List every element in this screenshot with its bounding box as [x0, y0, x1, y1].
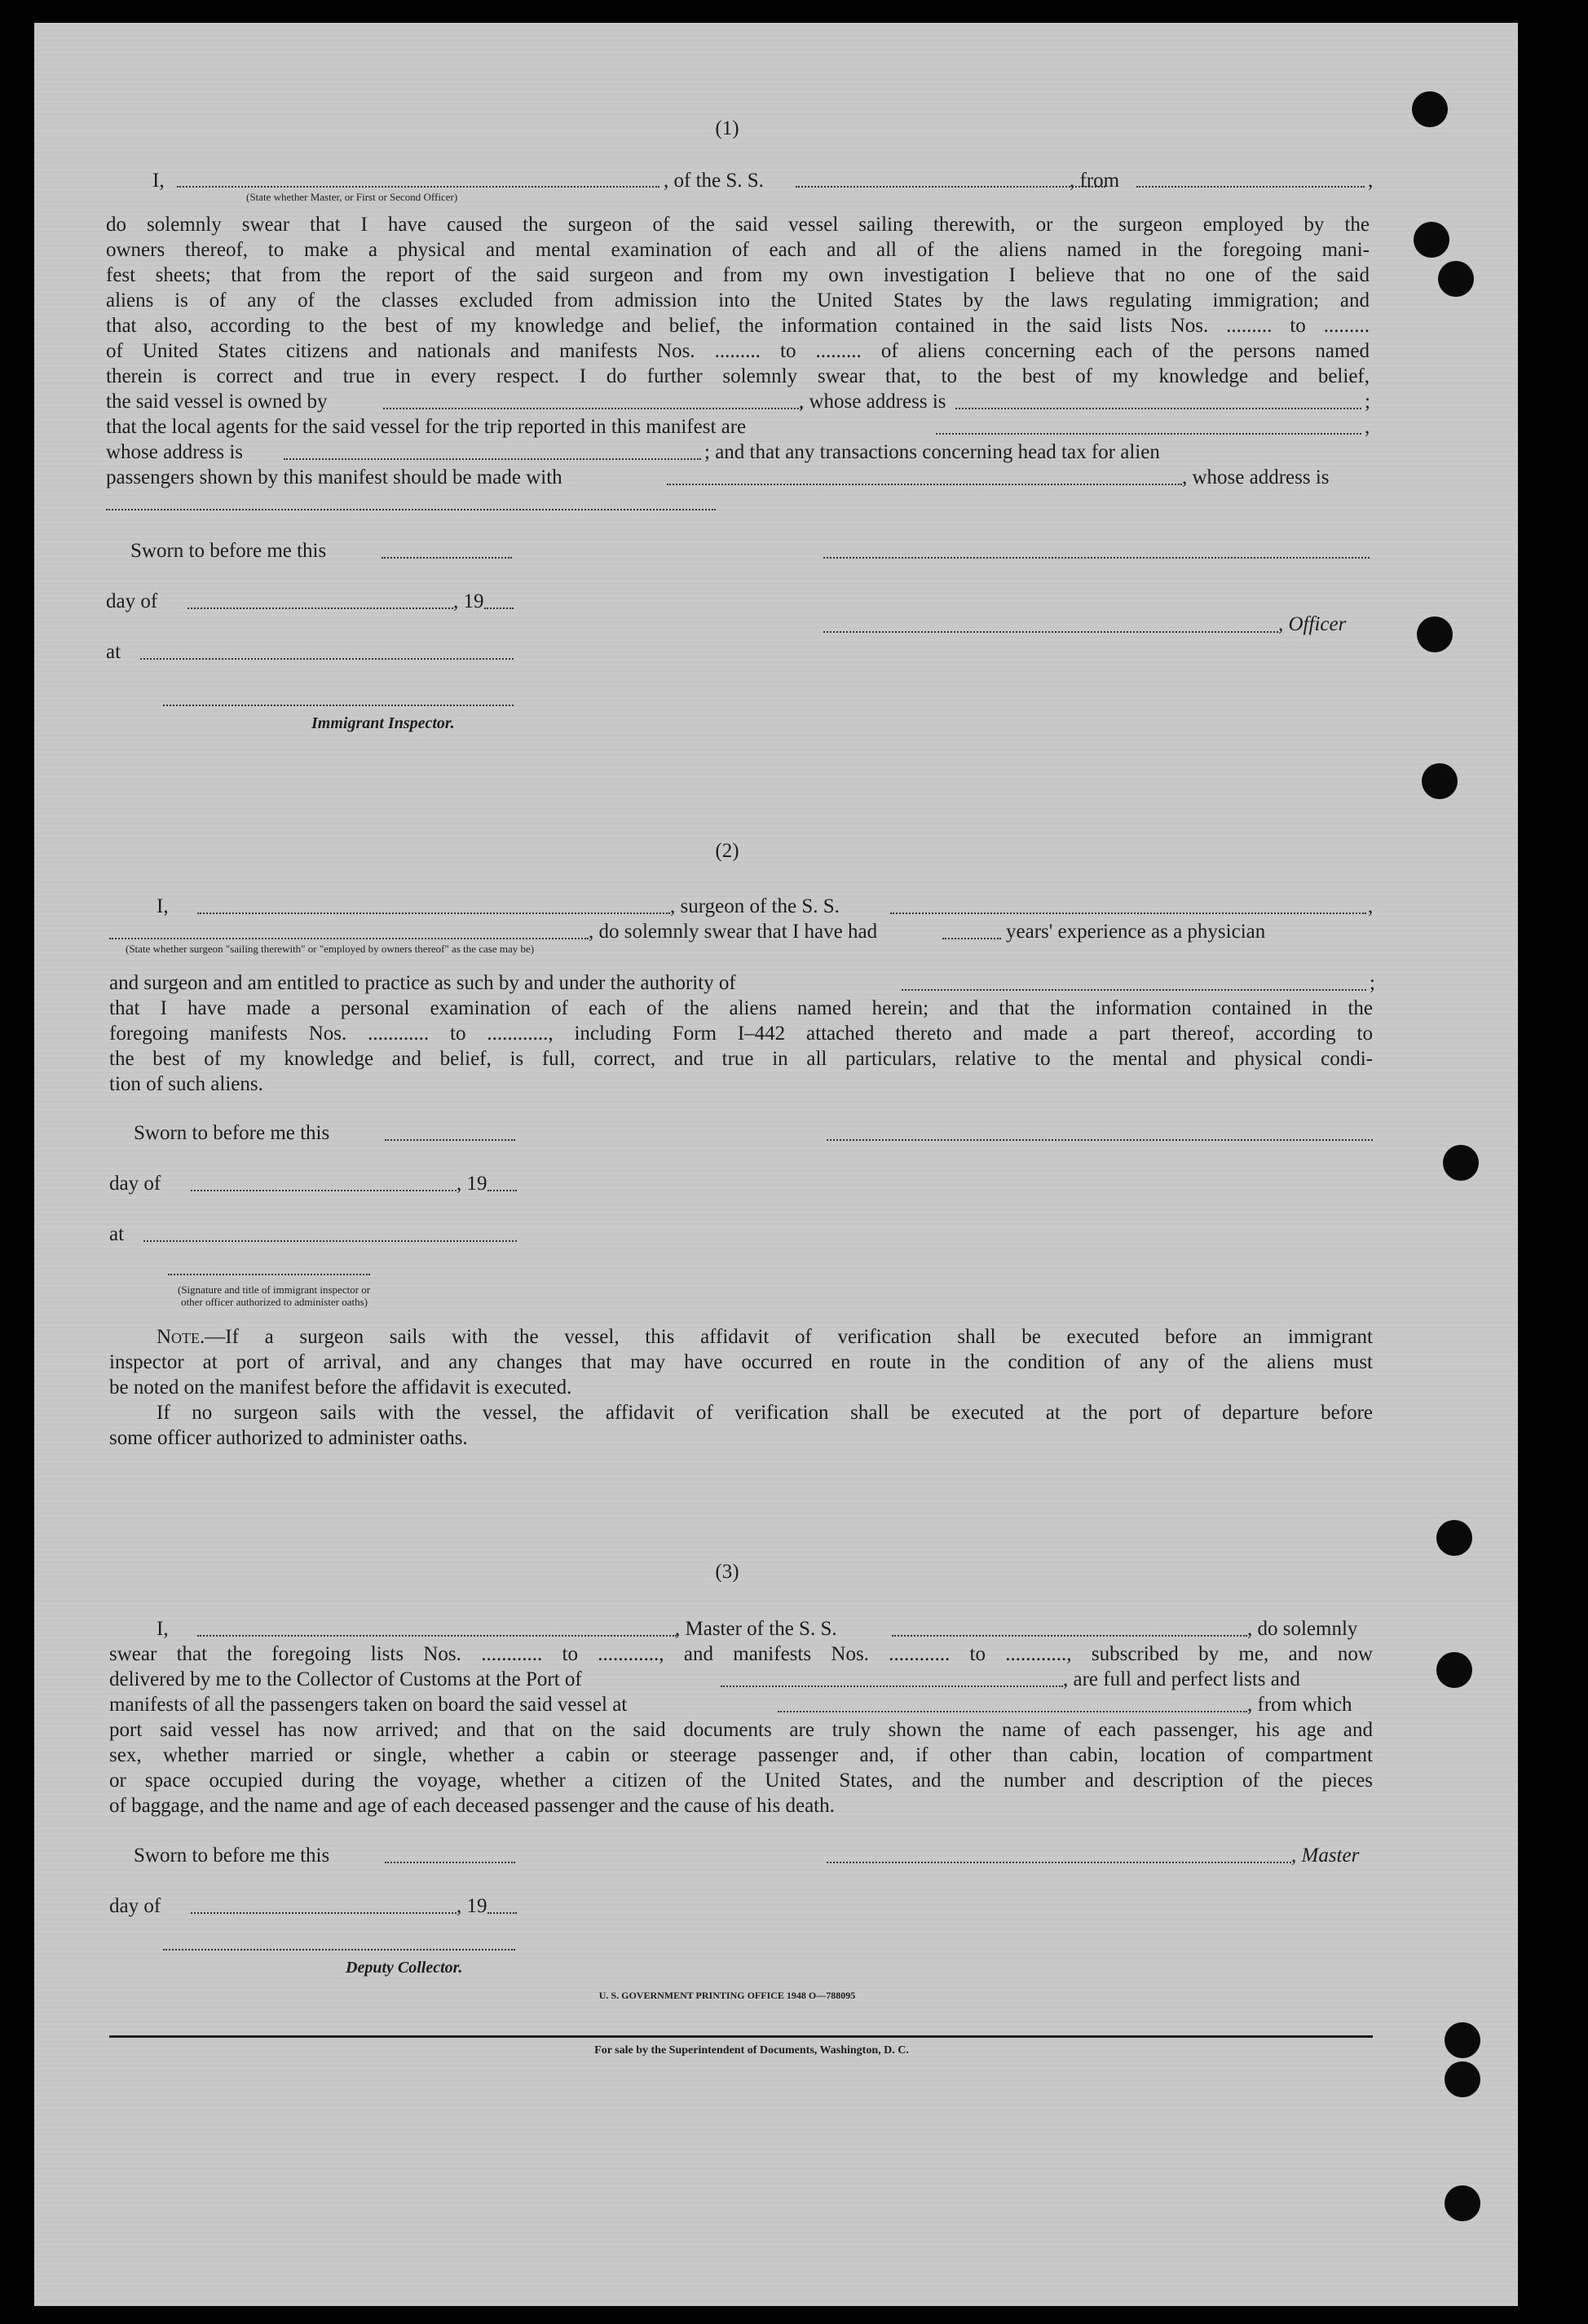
day-of-field-3[interactable] [191, 1912, 457, 1914]
signature-field-1[interactable] [823, 557, 1370, 559]
surgeon-oath-text: , do solemnly swear that I have had [589, 921, 878, 943]
oath-3-text-line: or space occupied during the voyage, whether a citizen of the United States, and the number and description of the pieces [109, 1770, 1373, 1792]
head-tax-payee-label: passengers shown by this manifest should be made with [106, 466, 562, 488]
surgeon-of-label: , surgeon of the S. S. [670, 895, 840, 917]
local-agents-field[interactable] [936, 433, 1361, 435]
sworn-date-field-2[interactable] [385, 1139, 515, 1141]
master-signature-field[interactable] [827, 1862, 1291, 1863]
footer-rule [109, 2035, 1373, 2038]
owner-field[interactable] [383, 408, 802, 409]
comma: , [1368, 170, 1374, 192]
inspector-signature-field[interactable] [163, 705, 514, 706]
full-perfect-lists-label: , are full and perfect lists and [1063, 1668, 1300, 1690]
from-label: , from [1070, 170, 1120, 192]
sworn-date-field-3[interactable] [385, 1862, 515, 1863]
master-vessel-field[interactable] [892, 1635, 1247, 1637]
punch-hole [1436, 1652, 1472, 1688]
collector-caption: Deputy Collector. [346, 1959, 463, 1977]
collector-port-label: delivered by me to the Collector of Customs at the Port of [109, 1668, 582, 1690]
boarding-label: manifests of all the passengers taken on board the said vessel at [109, 1694, 628, 1716]
note-line: If no surgeon sails with the vessel, the affidavit of verification shall be executed at the port of departure before [157, 1402, 1373, 1424]
owned-by-label: the said vessel is owned by [106, 391, 328, 413]
year-label-2: , 19 [457, 1173, 487, 1195]
punch-hole [1445, 2185, 1480, 2221]
punch-hole [1436, 1520, 1472, 1556]
day-of-label-1: day of [106, 590, 158, 612]
at-field-1[interactable] [140, 658, 514, 660]
surgeon-status-field[interactable] [109, 938, 589, 939]
sworn-date-field-1[interactable] [382, 557, 512, 559]
day-of-label-2: day of [109, 1173, 161, 1195]
payee-address-label: , whose address is [1182, 466, 1330, 488]
inspector-signature-field-2[interactable] [168, 1274, 370, 1275]
oath-3-text-line: of baggage, and the name and age of each deceased passenger and the cause of his death. [109, 1795, 835, 1817]
signature-title-note: other officer authorized to administer oaths) [181, 1296, 368, 1308]
comma: , [1368, 895, 1374, 917]
day-of-field-1[interactable] [187, 608, 453, 609]
semicolon: ; [1370, 972, 1375, 994]
master-of-label: , Master of the S. S. [675, 1618, 837, 1640]
collector-port-field[interactable] [721, 1686, 1063, 1687]
punch-hole [1412, 91, 1448, 127]
oath-1-text-line: therein is correct and true in every respect. I do further solemnly swear that, to the best of my knowledge and belief, [106, 365, 1370, 387]
local-agents-label: that the local agents for the said vessel for the trip reported in this manifest are [106, 416, 747, 438]
oath-2-text-line: tion of such aliens. [109, 1073, 263, 1095]
head-tax-text: ; and that any transactions concerning head tax for alien [704, 441, 1160, 463]
boarding-port-field[interactable] [778, 1711, 1247, 1712]
oath-2-text-line: that I have made a personal examination of each of the aliens named herein; and that the information contained in the [109, 997, 1373, 1019]
officer-rank-note: (State whether Master, or First or Second Officer) [246, 191, 458, 203]
agents-address-label: whose address is [106, 441, 244, 463]
master-name-field[interactable] [197, 1635, 677, 1637]
officer-caption: , Officer [1278, 613, 1347, 635]
punch-hole [1417, 616, 1453, 652]
officer-name-field[interactable] [177, 186, 659, 188]
sworn-label-1: Sworn to before me this [130, 540, 327, 562]
oath-3-i-label: I, [157, 1618, 169, 1640]
years-experience-field[interactable] [942, 938, 1001, 939]
oath-1-text-line: do solemnly swear that I have caused the surgeon of the said vessel sailing therewith, or the surgeon employed by the [106, 214, 1370, 236]
authority-label: and surgeon and am entitled to practice as such by and under the authority of [109, 972, 736, 994]
sale-notice: For sale by the Superintendent of Documents, Washington, D. C. [594, 2044, 909, 2057]
note-text: —If a surgeon sails with the vessel, this affidavit of verification shall be executed before an immigrant [205, 1326, 1373, 1348]
years-experience-label: years' experience as a physician [1006, 921, 1266, 943]
year-field-3[interactable] [487, 1912, 517, 1914]
section-2-number: (2) [715, 840, 739, 862]
master-caption: , Master [1291, 1845, 1360, 1867]
year-field-1[interactable] [484, 608, 514, 609]
from-port-field[interactable] [1136, 186, 1365, 188]
agents-address-field[interactable] [284, 458, 701, 460]
punch-hole [1422, 763, 1458, 799]
oath-2-i-label: I, [157, 895, 169, 917]
owner-address-field[interactable] [955, 408, 1361, 409]
gpo-imprint: U. S. GOVERNMENT PRINTING OFFICE 1948 O—788095 [598, 1990, 856, 2001]
oath-3-text-line: sex, whether married or single, whether a cabin or steerage passenger and, if other than cabin, location of compartment [109, 1744, 1373, 1766]
collector-signature-field[interactable] [163, 1949, 515, 1951]
punch-hole [1443, 1145, 1479, 1181]
inspector-caption: Immigrant Inspector. [311, 714, 455, 732]
head-tax-payee-field[interactable] [667, 484, 1182, 485]
payee-address-field[interactable] [106, 509, 716, 510]
oath-1-i-label: I, [152, 170, 165, 192]
punch-hole [1445, 2022, 1480, 2058]
section-1-number: (1) [715, 117, 739, 139]
sworn-label-3: Sworn to before me this [134, 1845, 330, 1867]
oath-3-text-line: swear that the foregoing lists Nos. ............ to ............, and manifests Nos. ............ to ............, subscribed by me, and now [109, 1643, 1373, 1665]
at-label-2: at [109, 1223, 125, 1245]
oath-2-text-line: foregoing manifests Nos. ............ to ............, including Form I–442 attached thereto and made a part thereof, according to [109, 1023, 1373, 1045]
oath-3-text-line: port said vessel has now arrived; and that on the said documents are truly shown the name of each passenger, his age and [109, 1719, 1373, 1741]
oath-1-text-line: fest sheets; that from the report of the said surgeon and from my own investigation I believe that no one of the said [106, 264, 1370, 286]
punch-hole [1438, 261, 1474, 297]
day-of-label-3: day of [109, 1895, 161, 1917]
section-3-number: (3) [715, 1561, 739, 1583]
vessel-label: , of the S. S. [664, 170, 764, 192]
owner-address-label: , whose address is [799, 391, 946, 413]
at-label-1: at [106, 641, 121, 663]
note-line: be noted on the manifest before the affidavit is executed. [109, 1376, 572, 1398]
oath-1-text-line: aliens is of any of the classes excluded from admission into the United States by the laws regulating immigration; and [106, 289, 1370, 311]
note-heading: Note. [157, 1326, 205, 1348]
punch-hole [1414, 222, 1449, 258]
oath-1-text-line: of United States citizens and nationals and manifests Nos. ......... to ......... of aliens concerning each of the persons named [106, 340, 1370, 362]
surgeon-signature-field[interactable] [827, 1139, 1373, 1141]
vessel-name-field[interactable] [796, 186, 1105, 188]
from-which-label: , from which [1247, 1694, 1352, 1716]
do-solemnly-label: , do solemnly [1247, 1618, 1358, 1640]
manifest-back-page [34, 23, 1518, 2306]
surgeon-name-field[interactable] [197, 912, 670, 914]
surgeon-vessel-field[interactable] [890, 912, 1366, 914]
semicolon: ; [1365, 391, 1370, 413]
officer-signature-field[interactable] [823, 631, 1278, 633]
comma: , [1365, 416, 1370, 438]
year-field-2[interactable] [487, 1190, 517, 1191]
oath-1-text-line: owners thereof, to make a physical and mental examination of each and all of the aliens named in the foregoing mani- [106, 239, 1370, 261]
year-label-3: , 19 [457, 1895, 487, 1917]
note-line: some officer authorized to administer oaths. [109, 1427, 468, 1449]
signature-title-note: (Signature and title of immigrant inspector or [178, 1284, 371, 1296]
oath-1-text-line: that also, according to the best of my knowledge and belief, the information contained in the said lists Nos. ......... to ......... [106, 315, 1370, 337]
oath-2-text-line: the best of my knowledge and belief, is full, correct, and true in all particulars, relative to the mental and physical condi- [109, 1048, 1373, 1070]
authority-field[interactable] [902, 989, 1366, 991]
note-line: inspector at port of arrival, and any changes that may have occurred en route in the condition of any of the aliens must [109, 1351, 1373, 1373]
day-of-field-2[interactable] [191, 1190, 457, 1191]
surgeon-status-note: (State whether surgeon "sailing therewith" or "employed by owners thereof" as the case may be) [126, 943, 535, 955]
punch-hole [1445, 2061, 1480, 2097]
at-field-2[interactable] [143, 1240, 517, 1242]
sworn-label-2: Sworn to before me this [134, 1122, 330, 1144]
note-line [157, 1324, 1373, 1350]
year-label-1: , 19 [453, 590, 484, 612]
